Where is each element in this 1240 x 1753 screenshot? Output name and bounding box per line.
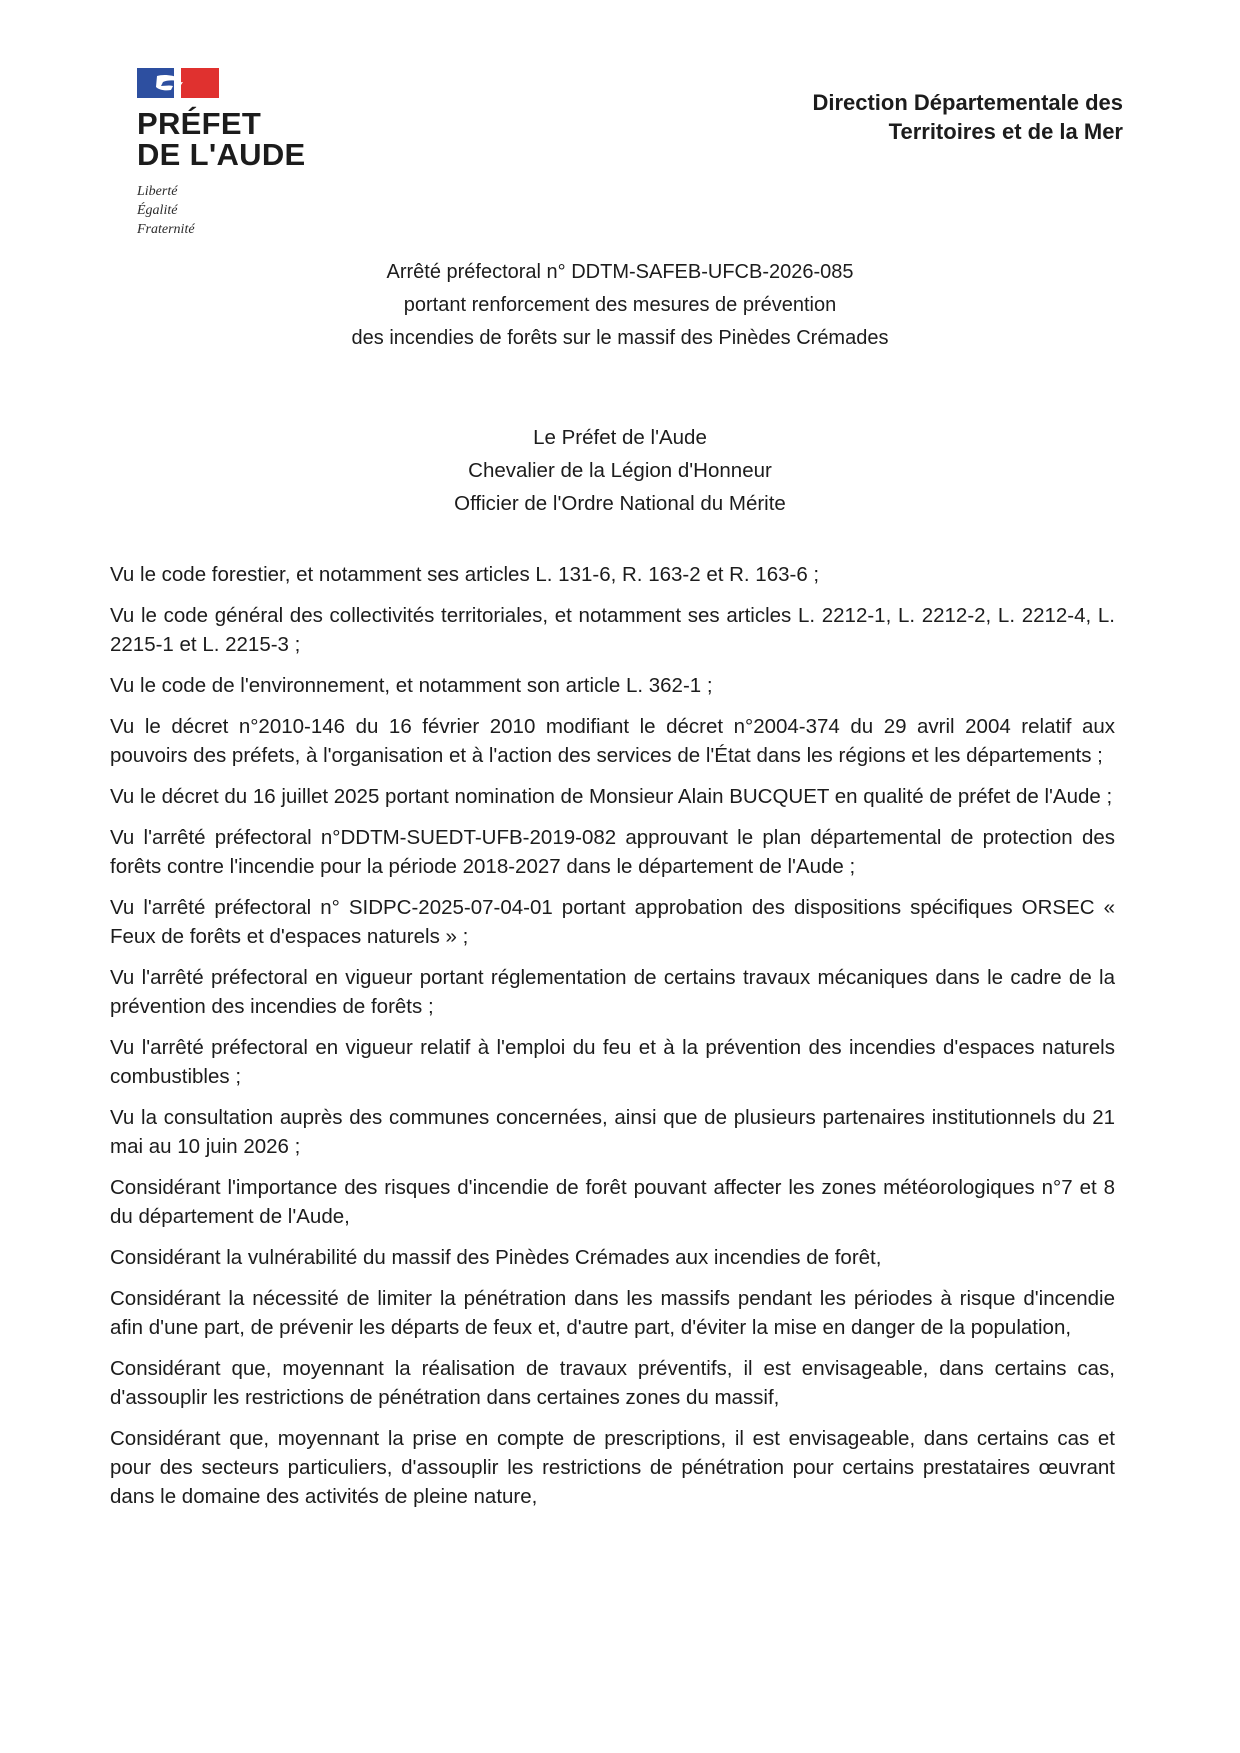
considering-paragraph: Considérant que, moyennant la prise en compte de prescriptions, il est envisageable, dans certains cas et pour des secteurs particuliers, d'assouplir les restrictions de pénétration pour certains prestataires œuvrant dans le domaine des activités de pleine nature, — [110, 1427, 1115, 1508]
signatory-line1: Le Préfet de l'Aude — [533, 426, 707, 449]
decree-title-line2: portant renforcement des mesures de prévention — [403, 294, 837, 316]
logo-title — [137, 108, 357, 170]
decree-title-line3: des incendies de forêts sur le massif des Pinèdes Crémades — [351, 327, 889, 349]
decree-title-line1: Arrêté préfectoral n° DDTM-SAFEB-UFCB-2026-085 — [386, 261, 854, 283]
decree-body — [110, 560, 1115, 1523]
decree-title — [0, 256, 1240, 355]
issuing-direction — [812, 88, 1123, 146]
direction-line2: Territoires et de la Mer — [888, 119, 1123, 144]
motto-fraternite: Fraternité — [137, 222, 195, 237]
considering-paragraph: Considérant la vulnérabilité du massif des Pinèdes Crémades aux incendies de forêt, — [110, 1246, 882, 1269]
signatory-line3: Officier de l'Ordre National du Mérite — [454, 492, 786, 515]
logo-title-line2: DE L'AUDE — [137, 137, 306, 172]
visa-paragraph: Vu l'arrêté préfectoral n° SIDPC-2025-07-04-01 portant approbation des dispositions spécifiques ORSEC « Feux de forêts et d'espaces naturels » ; — [110, 896, 1115, 948]
visa-paragraph: Vu le décret du 16 juillet 2025 portant nomination de Monsieur Alain BUCQUET en qualité de préfet de l'Aude ; — [110, 785, 1113, 808]
marianne-profile-icon — [153, 74, 183, 92]
prefecture-logo — [137, 68, 357, 239]
visa-paragraph: Vu le code général des collectivités territoriales, et notamment ses articles L. 2212-1, L. 2212-2, L. 2212-4, L. 2215-1 et L. 2215-3 ; — [110, 604, 1115, 656]
visa-paragraph: Vu l'arrêté préfectoral en vigueur portant réglementation de certains travaux mécaniques dans le cadre de la prévention des incendies de forêts ; — [110, 966, 1115, 1018]
republic-flag-icon — [137, 68, 219, 98]
visa-paragraph: Vu la consultation auprès des communes concernées, ainsi que de plusieurs partenaires institutionnels du 21 mai au 10 juin 2026 ; — [110, 1106, 1115, 1158]
motto-liberte: Liberté — [137, 184, 178, 199]
considering-paragraph: Considérant que, moyennant la réalisation de travaux préventifs, il est envisageable, dans certains cas, d'assouplir les restrictions de pénétration dans certaines zones du massif, — [110, 1357, 1115, 1409]
signatory-block — [0, 421, 1240, 520]
motto-egalite: Égalité — [137, 203, 178, 218]
flag-red-band — [181, 68, 219, 98]
signatory-line2: Chevalier de la Légion d'Honneur — [468, 459, 772, 482]
visa-paragraph: Vu le code forestier, et notamment ses articles L. 131-6, R. 163-2 et R. 163-6 ; — [110, 563, 820, 586]
logo-title-line1: PRÉFET — [137, 106, 262, 141]
visa-paragraph: Vu l'arrêté préfectoral n°DDTM-SUEDT-UFB-2019-082 approuvant le plan départemental de protection des forêts contre l'incendie pour la période 2018-2027 dans le département de l'Aude ; — [110, 826, 1115, 878]
visa-paragraph: Vu l'arrêté préfectoral en vigueur relatif à l'emploi du feu et à la prévention des incendies d'espaces naturels combustibles ; — [110, 1036, 1115, 1088]
visa-paragraph: Vu le code de l'environnement, et notamment son article L. 362-1 ; — [110, 674, 713, 697]
republic-motto — [137, 182, 357, 239]
considering-paragraph: Considérant la nécessité de limiter la pénétration dans les massifs pendant les périodes à risque d'incendie afin d'une part, de prévenir les départs de feux et, d'autre part, d'éviter la mise en danger de la population, — [110, 1287, 1115, 1339]
direction-line1: Direction Départementale des — [812, 90, 1123, 115]
considering-paragraph: Considérant l'importance des risques d'incendie de forêt pouvant affecter les zones météorologiques n°7 et 8 du département de l'Aude, — [110, 1176, 1115, 1228]
visa-paragraph: Vu le décret n°2010-146 du 16 février 2010 modifiant le décret n°2004-374 du 29 avril 2004 relatif aux pouvoirs des préfets, à l'organisation et à l'action des services de l'État dans les régions et les départements ; — [110, 715, 1115, 767]
